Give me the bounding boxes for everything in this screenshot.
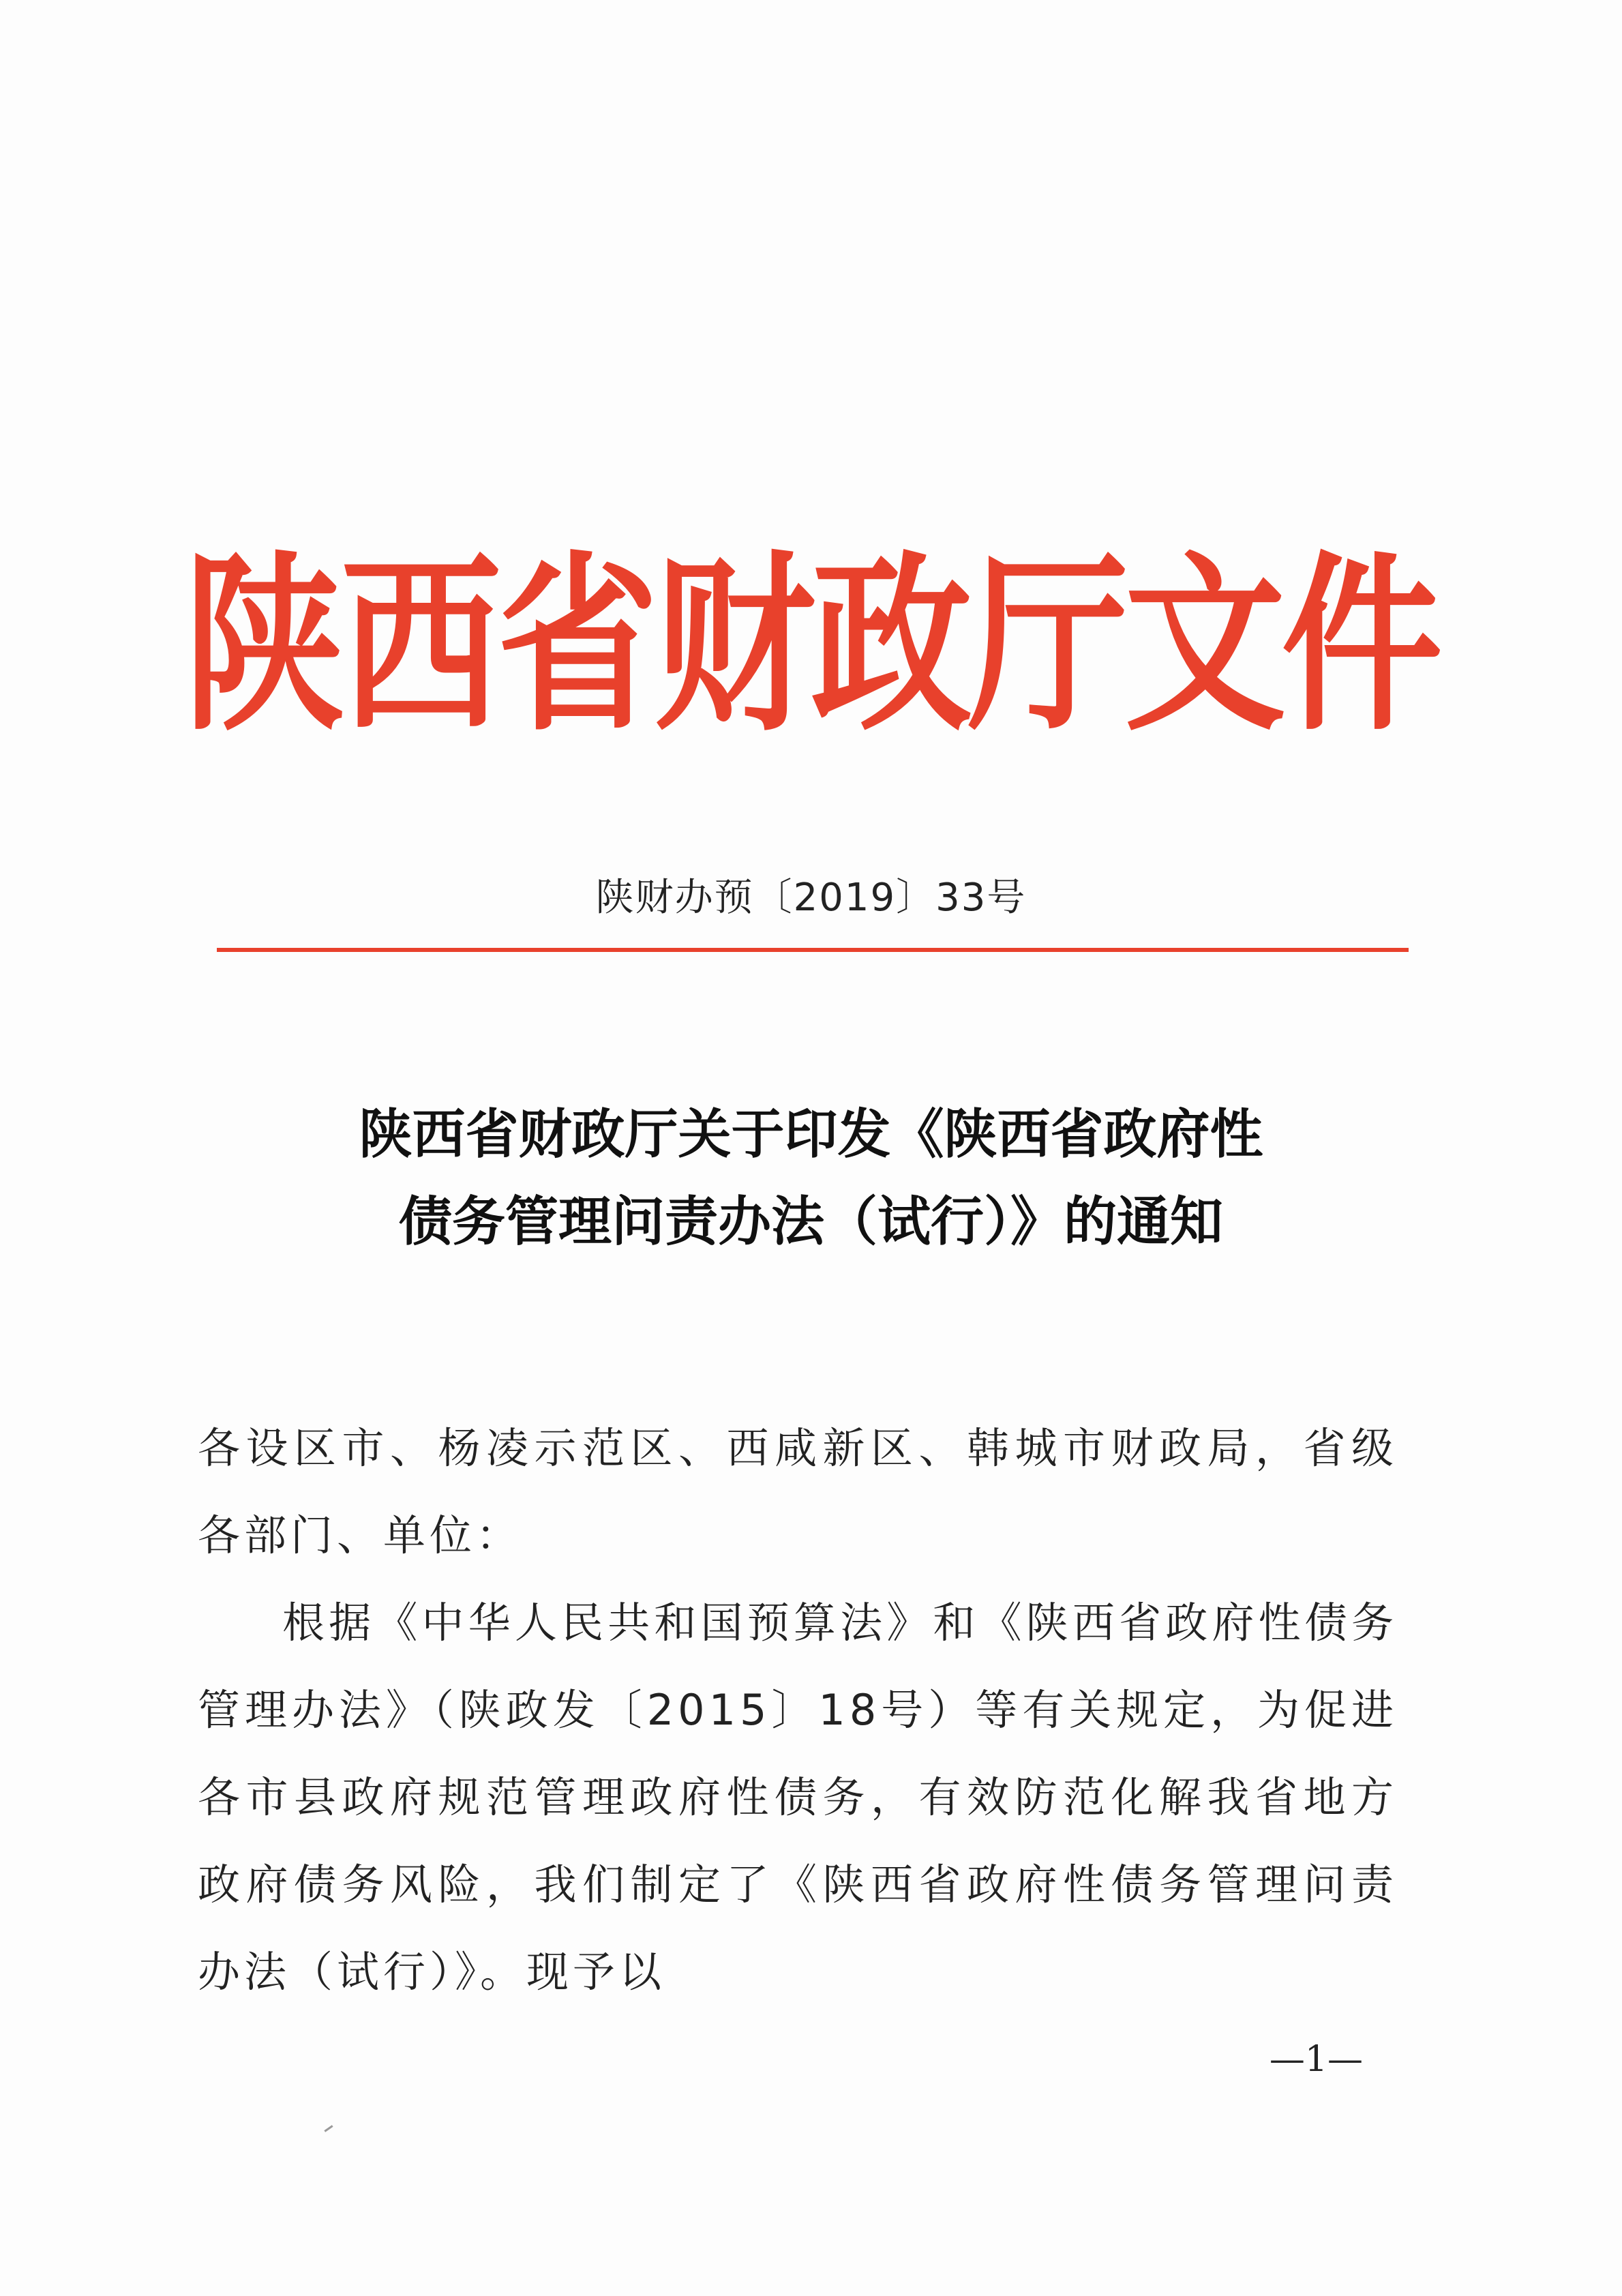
notice-title	[0, 1091, 1622, 1266]
red-divider-line	[217, 948, 1409, 952]
notice-title-line-1: 陕西省财政厅关于印发《陕西省政府性	[359, 1103, 1263, 1165]
scan-speck	[324, 2125, 333, 2132]
body-text	[198, 1405, 1398, 2016]
document-number: 陕财办预〔2019〕33号	[595, 876, 1027, 920]
notice-title-line-2: 债务管理问责办法（试行）》的通知	[398, 1191, 1223, 1253]
addressee: 各设区市、杨凌示范区、西咸新区、韩城市财政局，省级各部门、单位：	[198, 1423, 1398, 1560]
page-number: —1—	[1269, 2039, 1363, 2080]
issuer-header: 陕西省财政厅文件	[183, 533, 1439, 757]
body-paragraph: 根据《中华人民共和国预算法》和《陕西省政府性债务管理办法》（陕政发〔2015〕18号）等有关规定，为促进各市县政府规范管理政府性债务，有效防范化解我省地方政府债务风险，我们制定了《陕西省政府性债务管理问责办法（试行）》。现予以	[198, 1598, 1398, 1997]
